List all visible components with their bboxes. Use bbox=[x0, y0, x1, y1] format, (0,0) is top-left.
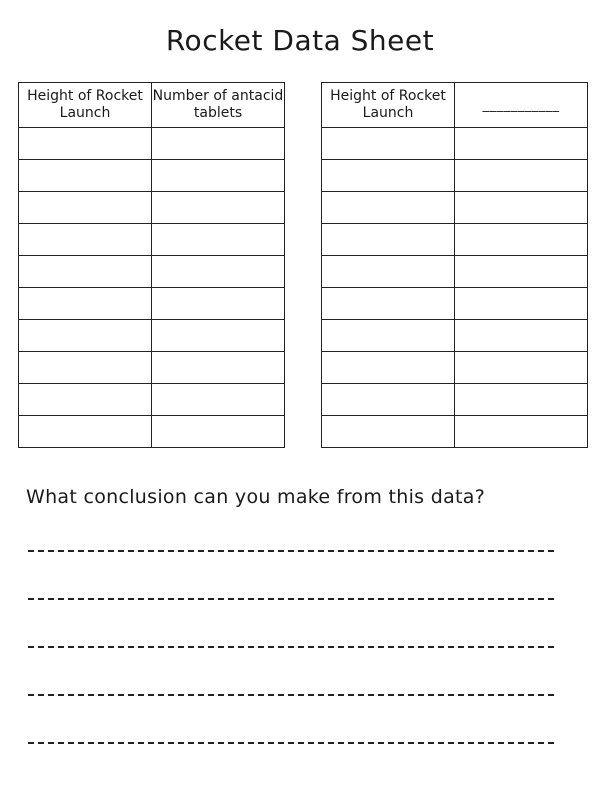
table-cell bbox=[152, 192, 285, 224]
answer-line bbox=[28, 538, 554, 586]
table-cell bbox=[19, 384, 152, 416]
right-table-body bbox=[322, 128, 588, 448]
table-cell bbox=[322, 128, 455, 160]
table-cell bbox=[19, 192, 152, 224]
table-cell bbox=[152, 352, 285, 384]
table-cell bbox=[455, 192, 588, 224]
table-cell bbox=[455, 128, 588, 160]
table-cell bbox=[455, 224, 588, 256]
answer-lines bbox=[28, 538, 554, 778]
table-cell bbox=[152, 128, 285, 160]
table-cell bbox=[152, 416, 285, 448]
table-cell bbox=[322, 160, 455, 192]
table-cell bbox=[455, 416, 588, 448]
answer-line bbox=[28, 730, 554, 778]
table-cell bbox=[19, 256, 152, 288]
table-row bbox=[19, 192, 285, 224]
table-cell bbox=[152, 288, 285, 320]
table-cell bbox=[19, 416, 152, 448]
table-cell bbox=[322, 256, 455, 288]
table-cell bbox=[322, 352, 455, 384]
table-cell bbox=[152, 256, 285, 288]
table-cell bbox=[152, 384, 285, 416]
left-table-body bbox=[19, 128, 285, 448]
header-height-of-rocket-launch: Height of Rocket Launch bbox=[322, 83, 455, 128]
table-cell bbox=[19, 224, 152, 256]
header-height-of-rocket-launch: Height of Rocket Launch bbox=[19, 83, 152, 128]
table-row bbox=[322, 384, 588, 416]
table-row bbox=[19, 224, 285, 256]
table-cell bbox=[455, 160, 588, 192]
table-cell bbox=[455, 320, 588, 352]
conclusion-question: What conclusion can you make from this data? bbox=[26, 486, 486, 508]
table-cell bbox=[19, 128, 152, 160]
table-cell bbox=[322, 416, 455, 448]
table-cell bbox=[455, 288, 588, 320]
table-cell bbox=[19, 160, 152, 192]
table-row bbox=[19, 384, 285, 416]
table-cell bbox=[152, 320, 285, 352]
header-row bbox=[322, 83, 588, 128]
page-title: Rocket Data Sheet bbox=[165, 24, 435, 57]
table-row bbox=[19, 352, 285, 384]
table-cell bbox=[455, 256, 588, 288]
table-cell bbox=[322, 384, 455, 416]
table-row bbox=[322, 192, 588, 224]
table-row bbox=[322, 160, 588, 192]
table-row bbox=[322, 320, 588, 352]
table-row bbox=[322, 288, 588, 320]
table-cell bbox=[322, 288, 455, 320]
table-cell bbox=[19, 288, 152, 320]
table-row bbox=[19, 288, 285, 320]
answer-line bbox=[28, 634, 554, 682]
table-row bbox=[322, 416, 588, 448]
table-row bbox=[19, 128, 285, 160]
table-row bbox=[322, 352, 588, 384]
header-row bbox=[19, 83, 285, 128]
table-row bbox=[19, 320, 285, 352]
table-cell bbox=[322, 224, 455, 256]
table-row bbox=[19, 416, 285, 448]
answer-line bbox=[28, 586, 554, 634]
answer-line bbox=[28, 682, 554, 730]
left-data-table bbox=[18, 82, 285, 448]
table-cell bbox=[19, 320, 152, 352]
right-data-table bbox=[321, 82, 588, 448]
table-cell bbox=[322, 320, 455, 352]
blank-label-line: ___________ bbox=[482, 97, 560, 113]
table-row bbox=[19, 160, 285, 192]
table-cell bbox=[455, 384, 588, 416]
table-row bbox=[322, 224, 588, 256]
header-number-of-antacid-tablets: Number of antacid tablets bbox=[152, 83, 285, 128]
table-cell bbox=[322, 192, 455, 224]
table-cell bbox=[455, 352, 588, 384]
table-row bbox=[19, 256, 285, 288]
table-row bbox=[322, 128, 588, 160]
table-cell bbox=[19, 352, 152, 384]
table-row bbox=[322, 256, 588, 288]
table-cell bbox=[152, 160, 285, 192]
table-cell bbox=[152, 224, 285, 256]
header-blank-label bbox=[455, 83, 588, 128]
